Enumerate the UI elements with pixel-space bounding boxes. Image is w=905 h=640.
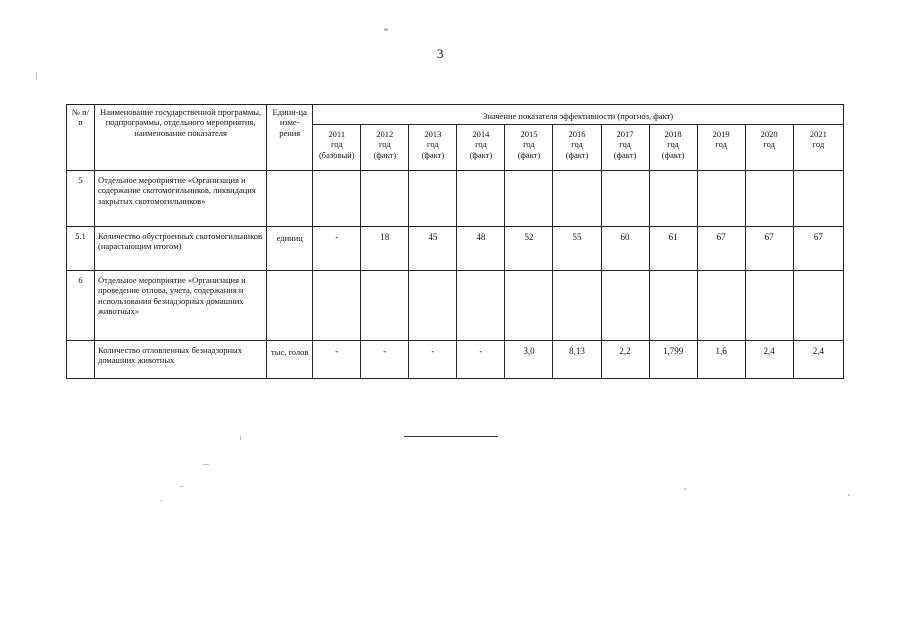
header-year-2011: [313, 125, 361, 171]
header-year-2020: [745, 125, 793, 171]
row-value: [361, 171, 409, 227]
scan-speck: [684, 488, 686, 490]
row-value: 8,13: [553, 341, 601, 379]
header-year-l3: (факт): [469, 149, 493, 160]
row-value: 60: [601, 227, 649, 271]
header-year-2017: [601, 125, 649, 171]
row-name: Количество отловленных безнадзорных домашних животных: [95, 341, 267, 379]
scan-speck: [180, 486, 183, 487]
row-value: [697, 271, 745, 341]
header-year-l2: год: [812, 139, 825, 150]
header-year-2016: [553, 125, 601, 171]
row-value: 67: [745, 227, 793, 271]
row-value: 1,799: [649, 341, 697, 379]
row-value: [601, 171, 649, 227]
row-value: 67: [793, 227, 843, 271]
efficiency-indicators-table: [66, 104, 844, 379]
header-year-l2: год: [475, 139, 487, 150]
row-value: [697, 171, 745, 227]
header-year-l3: (базовый): [318, 149, 355, 160]
header-year-l2: год: [619, 139, 631, 150]
row-value: -: [361, 341, 409, 379]
row-value: -: [313, 227, 361, 271]
row-value: 45: [409, 227, 457, 271]
scan-speck: [160, 500, 162, 501]
row-value: [649, 171, 697, 227]
row-name: Количество обустроенных скотомогильников (нарастающим итогом): [95, 227, 267, 271]
row-number: 5: [67, 171, 95, 227]
scan-speck: [36, 72, 37, 80]
header-year-l3: (факт): [421, 149, 445, 160]
row-value: [745, 271, 793, 341]
row-value: [505, 171, 553, 227]
row-value: 2,4: [745, 341, 793, 379]
header-year-l3: (факт): [565, 149, 589, 160]
header-year-2012: [361, 125, 409, 171]
table-row: [67, 171, 844, 227]
header-year-2021: [793, 125, 843, 171]
row-value: [793, 271, 843, 341]
row-number: [67, 341, 95, 379]
header-year-year: 2020: [760, 129, 778, 139]
header-year-year: 2019: [712, 129, 730, 139]
header-year-year: 2014: [472, 129, 490, 139]
header-year-year: 2011: [328, 129, 346, 139]
row-value: [745, 171, 793, 227]
row-value: 55: [553, 227, 601, 271]
row-value: [313, 171, 361, 227]
row-value: [409, 271, 457, 341]
header-year-2013: [409, 125, 457, 171]
row-value: [313, 271, 361, 341]
row-value: -: [313, 341, 361, 379]
header-year-l2: год: [379, 139, 391, 150]
row-value: [601, 271, 649, 341]
scan-speck: [203, 464, 209, 465]
header-unit: Едини-ца изме-рения: [267, 105, 313, 171]
row-value: 52: [505, 227, 553, 271]
row-value: [649, 271, 697, 341]
row-name: Отдельное мероприятие «Организация и содержание скотомогильников, ликвидация закрытых скотомогильников»: [95, 171, 267, 227]
scan-speck: [384, 28, 388, 31]
header-year-2015: [505, 125, 553, 171]
row-value: 48: [457, 227, 505, 271]
header-indicator-values: Значение показателя эффективности (прогноз, факт): [313, 105, 844, 125]
row-value: 67: [697, 227, 745, 271]
header-year-year: 2016: [568, 129, 586, 139]
row-name: Отдельное мероприятие «Организация и проведение отлова, учета, содержания и использования безнадзорных домашних животных»: [95, 271, 267, 341]
header-year-year: 2018: [664, 129, 682, 139]
scan-speck: [848, 494, 850, 496]
row-value: 61: [649, 227, 697, 271]
row-value: 2,2: [601, 341, 649, 379]
row-unit: единиц: [267, 227, 313, 271]
row-value: [457, 271, 505, 341]
header-year-l3: (факт): [373, 149, 397, 160]
row-value: [793, 171, 843, 227]
header-year-l2: год: [427, 139, 439, 150]
separator-line: [404, 436, 498, 437]
header-year-year: 2015: [520, 129, 538, 139]
header-year-year: 2012: [376, 129, 394, 139]
row-unit: [267, 271, 313, 341]
row-value: [361, 271, 409, 341]
header-year-l3: (факт): [661, 149, 685, 160]
header-name: Наименование государственной программы, подпрограммы, отдельного мероприятия, наименование показателя: [95, 105, 267, 171]
row-value: [409, 171, 457, 227]
row-number: 6: [67, 271, 95, 341]
header-year-2019: [697, 125, 745, 171]
header-year-l2: год: [763, 139, 775, 150]
header-year-l2: год: [330, 139, 343, 150]
header-year-l3: (факт): [613, 149, 637, 160]
header-year-year: 2017: [616, 129, 634, 139]
page-number: 3: [437, 46, 444, 61]
row-number: 5.1: [67, 227, 95, 271]
row-value: 1,6: [697, 341, 745, 379]
header-year-2018: [649, 125, 697, 171]
header-number: № п/п: [67, 105, 95, 171]
row-value: -: [409, 341, 457, 379]
row-value: 3,0: [505, 341, 553, 379]
table-row: [67, 271, 844, 341]
header-year-l2: год: [667, 139, 679, 150]
table-row: [67, 341, 844, 379]
header-year-2014: [457, 125, 505, 171]
header-year-l2: год: [715, 139, 727, 150]
row-value: 18: [361, 227, 409, 271]
header-year-l2: год: [523, 139, 535, 150]
row-value: [553, 271, 601, 341]
header-year-l3: (факт): [517, 149, 541, 160]
row-value: [457, 171, 505, 227]
scan-speck: [240, 436, 241, 440]
row-value: 2,4: [793, 341, 843, 379]
header-year-l2: год: [571, 139, 583, 150]
row-unit: тыс. голов: [267, 341, 313, 379]
table-row: [67, 227, 844, 271]
row-value: -: [457, 341, 505, 379]
row-value: [505, 271, 553, 341]
header-year-year: 2013: [424, 129, 442, 139]
row-unit: [267, 171, 313, 227]
row-value: [553, 171, 601, 227]
header-year-year: 2021: [809, 129, 827, 139]
